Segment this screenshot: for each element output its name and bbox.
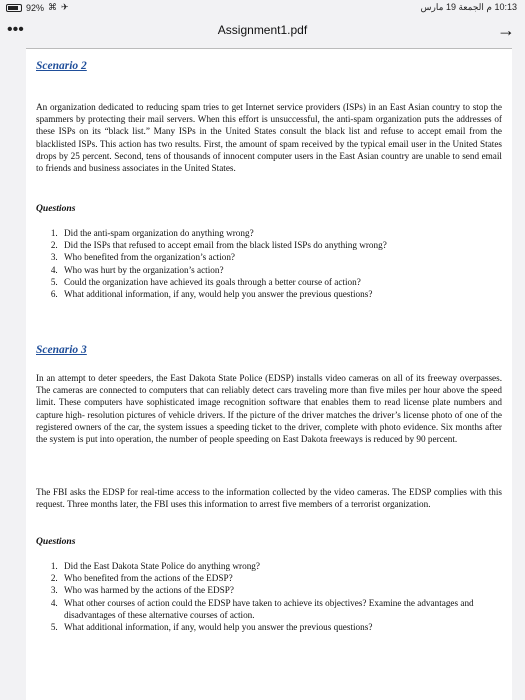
question-item: 1. Did the anti-spam organization do anything wrong?	[60, 227, 500, 239]
wifi-icon: ⌘	[48, 2, 58, 12]
question-item: 6. What additional information, if any, would help you answer the previous questions?	[60, 288, 500, 300]
scenario-2-questions-heading: Questions	[36, 203, 76, 214]
status-left	[6, 2, 69, 13]
more-menu-icon[interactable]: •••	[7, 21, 24, 38]
battery-percent: 92%	[26, 2, 45, 13]
pdf-page[interactable]	[26, 48, 512, 700]
scenario-3-questions-heading: Questions	[36, 536, 76, 547]
scenario-2-body: An organization dedicated to reducing spam tries to get Internet service providers (ISPs) in an East Asian country to stop the spammers by protecting their mail servers. When this effort is unsuccessful, the anti-spam organization puts the addresses of these ISPs on its “black list.” Many ISPs in the United States consult the black list and refuse to accept email from the blacklisted ISPs. This action has two results. First, the amount of spam received by the typical email user in the United States drops by 25 percent. Second, tens of thousands of innocent computer users in the East Asian country are unable to send email to friends and business associates in the United States.	[36, 102, 502, 174]
forward-arrow-icon[interactable]: →	[497, 20, 515, 40]
question-item: 3. Who was harmed by the actions of the EDSP?	[60, 584, 520, 596]
question-item: 2. Did the ISPs that refused to accept email from the black listed ISPs do anything wrong?	[60, 239, 500, 251]
question-item: 4. What other courses of action could the EDSP have taken to achieve its objectives? Examine the advantages and disadvantages of these alternative courses of action.	[60, 597, 520, 621]
question-item: 5. What additional information, if any, would help you answer the previous questions?	[60, 621, 520, 633]
question-item: 3. Who benefited from the organization’s action?	[60, 251, 500, 263]
scenario-2-heading: Scenario 2	[36, 60, 87, 72]
page-divider	[26, 48, 512, 49]
scenario-3-body-1: In an attempt to deter speeders, the East Dakota State Police (EDSP) installs video cameras on all of its freeway overpasses. The cameras are connected to computers that can reliably detect cars traveling more than five miles per hour above the speed limit. These computers have sophisticated image recognition software that enables them to read license plate numbers and capture high- resolution pictures of vehicle drivers. If the picture of the driver matches the driver’s license photo of one of the registered owners of the car, the system issues a speeding ticket to the driver, complete with photo evidence. Six months after the system is put into operation, the number of people speeding on East Dakota freeways is reduced by 90 percent.	[36, 373, 502, 445]
document-title: Assignment1.pdf	[217, 23, 308, 37]
nav-bar	[0, 14, 525, 48]
battery-icon	[6, 4, 22, 12]
airplane-icon: ✈	[61, 2, 69, 12]
question-item: 1. Did the East Dakota State Police do anything wrong?	[60, 560, 520, 572]
question-item: 2. Who benefited from the actions of the EDSP?	[60, 572, 520, 584]
scenario-3-questions	[36, 560, 520, 633]
scenario-3-heading: Scenario 3	[36, 344, 87, 356]
question-item: 5. Could the organization have achieved its goals through a better course of action?	[60, 276, 500, 288]
status-time: 10:13 م الجمعة 19 مارس	[420, 2, 517, 12]
status-bar	[0, 0, 525, 14]
scenario-2-questions	[36, 227, 500, 300]
scenario-3-body-2: The FBI asks the EDSP for real-time access to the information collected by the video cameras. The EDSP complies with this request. Three months later, the FBI uses this information to arrest five members of a terrorist organization.	[36, 487, 502, 510]
question-item: 4. Who was hurt by the organization’s action?	[60, 264, 500, 276]
